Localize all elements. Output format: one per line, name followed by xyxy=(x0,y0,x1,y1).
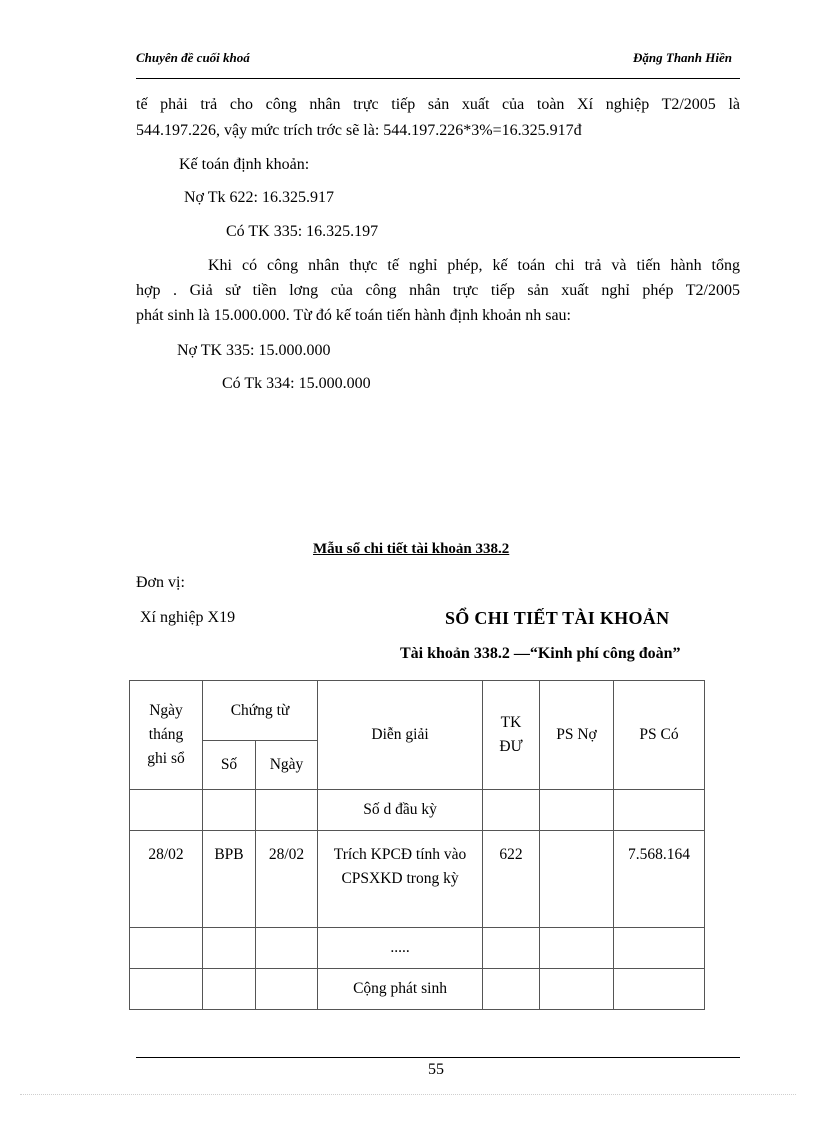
cell-debit xyxy=(540,831,614,928)
table-row xyxy=(130,969,705,1010)
cell-credit xyxy=(614,969,705,1010)
cell-contra xyxy=(483,790,540,831)
account-line: Tài khoản 338.2 —“Kinh phí công đoàn” xyxy=(400,645,681,662)
cell-voucher-date xyxy=(256,928,318,969)
cell-voucher-date: 28/02 xyxy=(256,831,318,928)
page-edge-dots xyxy=(20,1094,796,1095)
table-row xyxy=(130,928,705,969)
body-line-7: hợp . Giả sử tiền lơng của công nhân trực tiếp sản xuất nghỉ phép T2/2005 xyxy=(136,282,740,299)
cell-date xyxy=(130,790,203,831)
cell-voucher-no xyxy=(203,969,256,1010)
col-voucher-date-header: Ngày xyxy=(256,741,318,790)
cell-credit xyxy=(614,790,705,831)
body-line-4: Nợ Tk 622: 16.325.917 xyxy=(184,189,334,206)
cell-date xyxy=(130,969,203,1010)
body-line-1: tế phải trả cho công nhân trực tiếp sản xuất của toàn Xí nghiệp T2/2005 là xyxy=(136,96,740,113)
header-row-1 xyxy=(130,681,705,741)
ledger-table xyxy=(129,680,705,1010)
unit-label: Đơn vị: xyxy=(136,574,185,591)
col-contra-header: TK ĐƯ xyxy=(483,681,540,790)
ledger-title: SỔ CHI TIẾT TÀI KHOẢN xyxy=(445,608,670,628)
cell-voucher-no: BPB xyxy=(203,831,256,928)
cell-date xyxy=(130,928,203,969)
col-voucher-no-header: Số xyxy=(203,741,256,790)
page-number: 55 xyxy=(428,1061,444,1078)
body-line-8: phát sinh là 15.000.000. Từ đó kế toán tiến hành định khoản nh sau: xyxy=(136,307,571,324)
body-line-3: Kế toán định khoản: xyxy=(179,156,310,173)
header-left: Chuyên đề cuối khoá xyxy=(136,50,250,65)
cell-credit: 7.568.164 xyxy=(614,831,705,928)
col-description-header: Diễn giải xyxy=(318,681,483,790)
form-caption: Mẫu sổ chi tiết tài khoản 338.2 xyxy=(313,541,510,557)
cell-description: ..... xyxy=(318,928,483,969)
header-rule xyxy=(136,78,740,79)
body-line-9: Nợ TK 335: 15.000.000 xyxy=(177,342,331,359)
body-line-6: Khi có công nhân thực tế nghỉ phép, kế toán chi trả và tiến hành tổng xyxy=(208,257,740,274)
body-line-10: Có Tk 334: 15.000.000 xyxy=(222,375,371,392)
body-line-5: Có TK 335: 16.325.197 xyxy=(226,223,379,240)
cell-description: Trích KPCĐ tính vào CPSXKD trong kỳ xyxy=(318,831,483,928)
cell-description: Cộng phát sinh xyxy=(318,969,483,1010)
cell-debit xyxy=(540,928,614,969)
col-voucher-header: Chứng từ xyxy=(203,681,318,741)
col-credit-header: PS Có xyxy=(614,681,705,790)
table-row xyxy=(130,831,705,928)
col-debit-header: PS Nợ xyxy=(540,681,614,790)
cell-credit xyxy=(614,928,705,969)
cell-date: 28/02 xyxy=(130,831,203,928)
cell-contra xyxy=(483,969,540,1010)
cell-voucher-date xyxy=(256,790,318,831)
col-date-header: Ngày tháng ghi sổ xyxy=(130,681,203,790)
cell-voucher-date xyxy=(256,969,318,1010)
cell-voucher-no xyxy=(203,928,256,969)
unit-name: Xí nghiệp X19 xyxy=(140,609,236,626)
header-right: Đặng Thanh Hiền xyxy=(633,50,732,65)
cell-debit xyxy=(540,790,614,831)
table-row xyxy=(130,790,705,831)
cell-contra: 622 xyxy=(483,831,540,928)
cell-debit xyxy=(540,969,614,1010)
cell-voucher-no xyxy=(203,790,256,831)
body-line-2: 544.197.226, vậy mức trích trớc sẽ là: 544.197.226*3%=16.325.917đ xyxy=(136,122,582,139)
cell-contra xyxy=(483,928,540,969)
cell-description: Số d đầu kỳ xyxy=(318,790,483,831)
